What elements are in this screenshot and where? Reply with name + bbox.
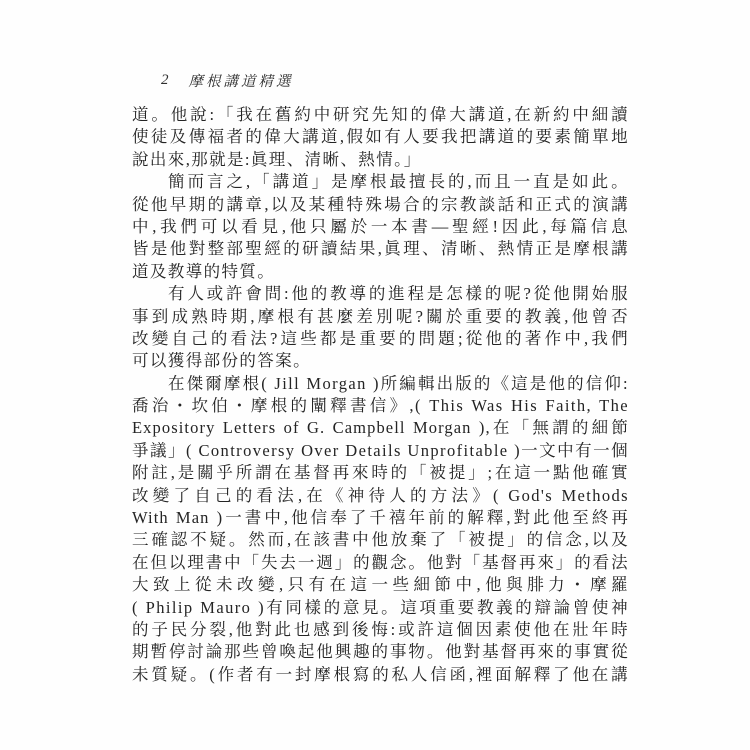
text-line: 爭議」( Controversy Over Details Unprofitable )一文中有一個 [132, 440, 629, 460]
text-line: 簡而言之,「講道」是摩根最擅長的,而且一直是如此。 [168, 172, 629, 192]
text-line: ( Philip Mauro )有同樣的意見。這項重要教義的辯論曾使神 [132, 597, 629, 617]
text-line: 的子民分裂,他對此也感到後悔:或許這個因素使他在壯年時 [132, 619, 629, 639]
text-line: 附註,是關乎所謂在基督再來時的「被提」;在這一點他確實 [132, 463, 629, 483]
text-line: 使徒及傳福者的偉大講道,假如有人要我把講道的要素簡單地 [132, 127, 629, 147]
text-line: 大致上從未改變,只有在這一些細節中,他與腓力・摩羅 [132, 575, 629, 595]
running-header [161, 69, 294, 91]
text-line: 在但以理書中「失去一週」的觀念。他對「基督再來」的看法 [132, 552, 629, 572]
page-number: 2 [161, 71, 169, 88]
text-line: 期暫停討論那些曾喚起他興趣的事物。他對基督再來的事實從 [132, 642, 629, 662]
text-line: 皆是他對整部聖經的研讀結果,眞理、清晰、熱情正是摩根講 [132, 239, 629, 259]
text-line: 未質疑。(作者有一封摩根寫的私人信函,裡面解釋了他在講 [132, 664, 629, 684]
text-line: Expository Letters of G. Campbell Morgan ),在「無謂的細節 [132, 418, 629, 438]
text-line: 中,我們可以看見,他只屬於一本書—聖經!因此,每篇信息 [132, 216, 629, 236]
text-line: With Man )一書中,他信奉了千禧年前的解釋,對此他至終再 [132, 508, 629, 528]
text-line: 在傑爾摩根( Jill Morgan )所編輯出版的《這是他的信仰: [168, 373, 629, 393]
text-line: 事到成熟時期,摩根有甚麼差別呢?關於重要的教義,他曾否 [132, 306, 629, 326]
text-line: 有人或許會問:他的教導的進程是怎樣的呢?從他開始服 [168, 284, 629, 304]
text-line: 喬治・坎伯・摩根的闡釋書信》,( This Was His Faith, The [132, 396, 629, 416]
text-line: 道。他說:「我在舊約中研究先知的偉大講道,在新約中細讀 [132, 105, 629, 124]
text-line: 說出來,那就是:眞理、清晰、熱情。」 [132, 149, 422, 169]
text-line: 改變自己的看法?這些都是重要的問題;從他的著作中,我們 [132, 328, 629, 348]
text-line: 從他早期的講章,以及某種特殊場合的宗教談話和正式的演講 [132, 194, 629, 214]
text-line: 改變了自己的看法,在《神待人的方法》( God's Methods [132, 485, 629, 505]
body-text [132, 104, 629, 686]
book-title: 摩根講道精選 [188, 73, 294, 90]
text-line: 可以獲得部份的答案。 [132, 351, 311, 371]
text-line: 三確認不疑。然而,在該書中他放棄了「被提」的信念,以及 [132, 530, 629, 550]
text-line: 道及教導的特質。 [132, 261, 276, 281]
